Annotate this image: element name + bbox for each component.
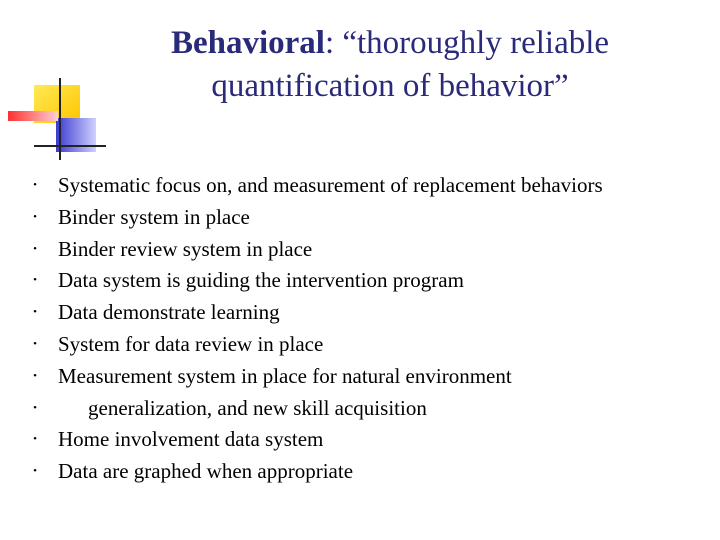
list-item [0,456,720,488]
slide-title [120,22,660,108]
list-item [0,424,720,456]
list-item [0,361,720,393]
title-lead-word: Behavioral [170,25,325,61]
list-item [0,393,720,425]
logo-red-bar [8,111,58,121]
bullet-dot-icon: • [33,401,37,414]
list-item [0,265,720,297]
list-item-text: Measurement system in place for natural environment [58,363,512,388]
title-line-1 [120,22,660,65]
bullet-dot-icon: • [33,306,37,319]
list-item-text: Data demonstrate learning [58,300,280,325]
bullet-dot-icon: • [33,337,37,350]
bullet-dot-icon: • [33,369,37,382]
list-item-text: Home involvement data system [58,427,324,452]
bullet-list [0,170,720,488]
bullet-dot-icon: • [33,179,37,191]
list-item-text: Systematic focus on, and measurement of replacement behaviors [58,173,603,197]
list-item [0,202,720,234]
list-item [0,329,720,361]
bullet-dot-icon: • [33,242,37,255]
title-quote-start: : “thoroughly reliable [324,25,610,61]
list-item-text: Binder system in place [58,204,250,229]
list-item-text: Binder review system in place [58,236,313,261]
list-item-text: System for data review in place [58,331,324,356]
list-item-text: Data are graphed when appropriate [58,459,354,484]
list-item-text: Data system is guiding the intervention program [58,268,464,293]
title-line-2: quantification of behavior” [211,68,569,104]
list-item-text: generalization, and new skill acquisition [88,395,427,420]
decorative-squares-logo [0,0,110,170]
bullet-dot-icon: • [33,210,37,223]
list-item [0,297,720,329]
list-item [0,170,720,202]
list-item [0,234,720,266]
bullet-dot-icon: • [33,465,37,478]
bullet-dot-icon: • [33,274,37,287]
bullet-dot-icon: • [33,433,37,446]
